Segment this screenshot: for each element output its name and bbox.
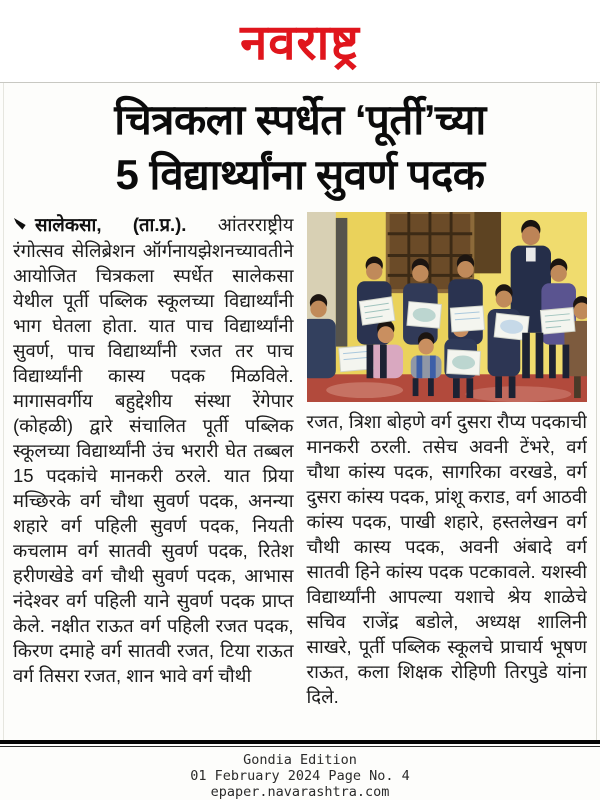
- newspaper-title: नवराष्ट्र: [240, 15, 360, 70]
- article-text-right: रजत, त्रिशा बोहणे वर्ग दुसरा रौप्य पदकाची मानकरी ठरली. तसेच अवनी टेंभरे, वर्ग चौथा कांस्य पदक, सागरिका वरखडे, वर्ग दुसरा कांस्य पदक, प्रांशू कराड, वर्ग आठवी कांस्य पदक, पाखी शहारे, हस्तलेखन वर्ग चौथी कास्य पदक, अवनी अंबादे वर्ग सातवी हिने कांस्य पदक पटकावले. यशस्वी विद्यार्थ्यांनी आपल्या यशाचे श्रेय शाळेचे सचिव राजेंद्र बडोले, अध्यक्ष शालिनी साखरे, पूर्ती पब्लिक स्कूलचे प्राचार्य भूषण राऊत, कला शिक्षक रोहिणी तिरपुडे यांना दिले.: [306, 411, 587, 708]
- masthead: [0, 0, 600, 83]
- article: [3, 83, 597, 740]
- epaper-footer: [0, 747, 600, 800]
- article-text-left: आंतरराष्ट्रीय रंगोत्सव सेलिब्रेशन ऑर्गनायझेशनच्यावतीने आयोजित चित्रकला स्पर्धेत सालेकसा येथील पूर्ती पब्लिक स्कूलच्या विद्यार्थ्यांनी भाग घेतला होता. यात पाच विद्यार्थ्यांनी सुवर्ण, पाच विद्यार्थ्यांनी रजत तर पाच विद्यार्थ्यांनी कास्य पदक मिळविले. मागासवर्गीय बहुद्देशीय संस्था रेंगेपार (कोहळी) द्वारे संचालित पूर्ती पब्लिक स्कूलच्या विद्यार्थ्यांनी उंच भरारी घेत तब्बल 15 पदकांचे मानकरी ठरले. यात प्रिया मच्छिरके वर्ग चौथा सुवर्ण पदक, अनन्या शहारे वर्ग पहिली सुवर्ण पदक, नियती कचलाम वर्ग सातवी सुवर्ण पदक, रितेश हरीणखेडे वर्ग चौथी सुवर्ण पदक, आभास नंदेश्वर वर्ग पहिली याने सुवर्ण पदक प्राप्त केले. नक्षीत राऊत वर्ग पहिली रजत पदक, किरण दमाहे वर्ग सातवी रजत, टिया राऊत वर्ग तिसरा रजत, शान भावे वर्ग चौथी: [13, 214, 294, 687]
- footer-edition: Gondia Edition: [243, 752, 357, 768]
- window: [387, 212, 472, 291]
- footer-website: epaper.navarashtra.com: [210, 784, 390, 800]
- pen-nib-icon: [13, 213, 28, 238]
- headline-line-2: 5 विद्यार्थ्यांना सुवर्ण पदक: [115, 150, 485, 198]
- students-group-photo-illustration: [307, 212, 588, 402]
- headline-line-1: चित्रकला स्पर्धेत ‘पूर्ती’च्या: [114, 96, 486, 143]
- article-photo: [307, 212, 588, 402]
- dateline: सालेकसा, (ता.प्र.).: [35, 214, 218, 236]
- article-headline: [13, 83, 587, 210]
- thick-rule: [0, 740, 600, 744]
- footer-date-page: 01 February 2024 Page No. 4: [190, 768, 410, 784]
- article-body: [13, 212, 587, 714]
- article-column-left: [13, 212, 294, 714]
- bottom-divider: [0, 740, 600, 747]
- article-column-right: [307, 212, 588, 714]
